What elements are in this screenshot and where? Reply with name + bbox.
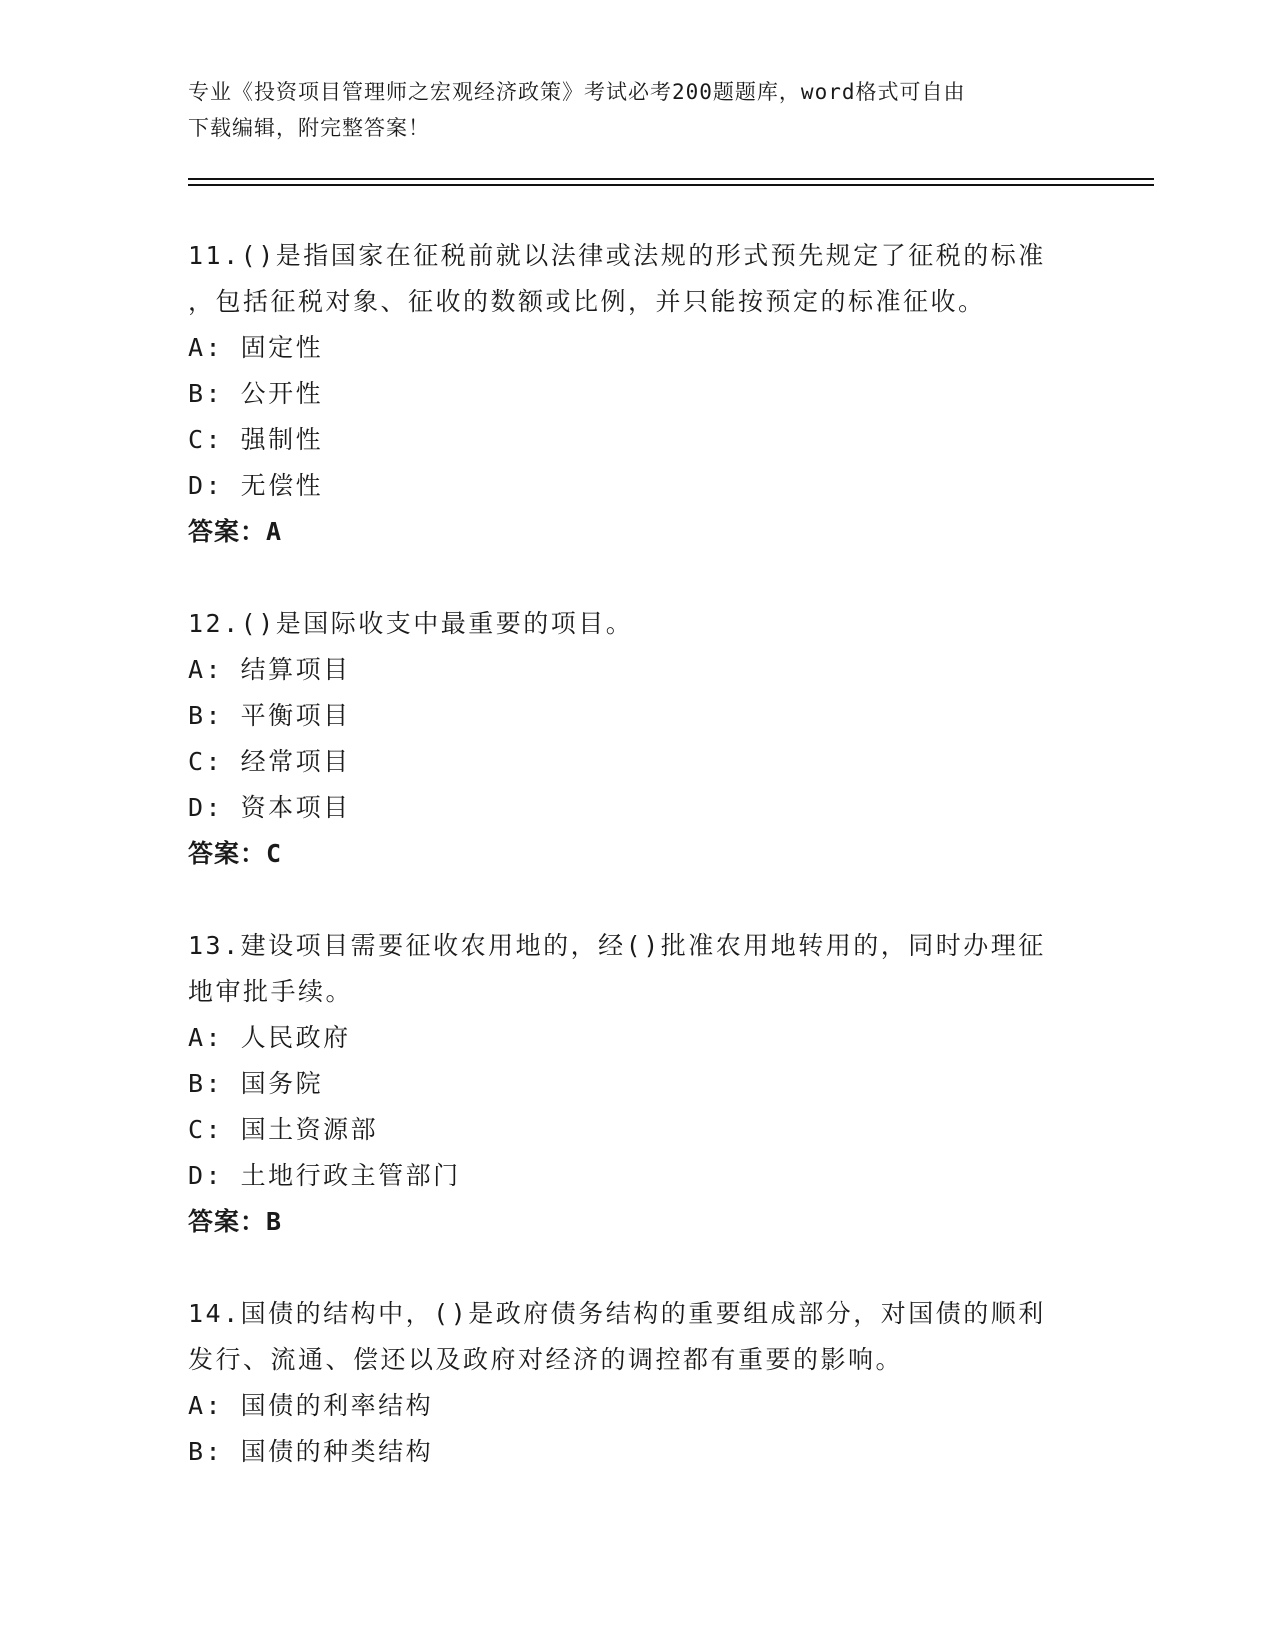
question-13 bbox=[188, 923, 1108, 1245]
question-11 bbox=[188, 233, 1108, 555]
stem-line: 14.国债的结构中，()是政府债务结构的重要组成部分，对国债的顺利 bbox=[188, 1299, 1046, 1328]
question-12 bbox=[188, 601, 1108, 877]
question-stem bbox=[188, 233, 1108, 325]
answer: 答案：A bbox=[188, 517, 283, 546]
question-14 bbox=[188, 1291, 1108, 1475]
option-d: D: 资本项目 bbox=[188, 793, 351, 822]
stem-line: ，包括征税对象、征收的数额或比例，并只能按预定的标准征收。 bbox=[188, 287, 986, 316]
question-stem bbox=[188, 923, 1108, 1015]
header-line-2: 下载编辑，附完整答案！ bbox=[188, 116, 430, 140]
header-divider-bottom bbox=[188, 184, 1154, 186]
stem-line: 12.()是国际收支中最重要的项目。 bbox=[188, 609, 634, 638]
stem-line: 地审批手续。 bbox=[188, 977, 354, 1006]
option-c: C: 经常项目 bbox=[188, 747, 351, 776]
header-line-1: 专业《投资项目管理师之宏观经济政策》考试必考200题题库，word格式可自由 bbox=[188, 80, 966, 104]
option-b: B: 公开性 bbox=[188, 379, 324, 408]
option-c: C: 强制性 bbox=[188, 425, 324, 454]
option-a: A: 国债的利率结构 bbox=[188, 1391, 434, 1420]
header-divider-top bbox=[188, 178, 1154, 180]
stem-line: 发行、流通、偿还以及政府对经济的调控都有重要的影响。 bbox=[188, 1345, 904, 1374]
answer: 答案：C bbox=[188, 839, 283, 868]
document-header bbox=[188, 74, 1088, 146]
option-a: A: 人民政府 bbox=[188, 1023, 351, 1052]
question-stem bbox=[188, 1291, 1108, 1383]
option-a: A: 固定性 bbox=[188, 333, 324, 362]
question-list bbox=[188, 233, 1108, 1521]
option-d: D: 无偿性 bbox=[188, 471, 324, 500]
option-b: B: 平衡项目 bbox=[188, 701, 351, 730]
option-d: D: 土地行政主管部门 bbox=[188, 1161, 461, 1190]
option-c: C: 国土资源部 bbox=[188, 1115, 379, 1144]
question-stem bbox=[188, 601, 1108, 647]
answer: 答案：B bbox=[188, 1207, 283, 1236]
option-b: B: 国务院 bbox=[188, 1069, 324, 1098]
option-b: B: 国债的种类结构 bbox=[188, 1437, 434, 1466]
stem-line: 11.()是指国家在征税前就以法律或法规的形式预先规定了征税的标准 bbox=[188, 241, 1046, 270]
option-a: A: 结算项目 bbox=[188, 655, 351, 684]
stem-line: 13.建设项目需要征收农用地的，经()批准农用地转用的，同时办理征 bbox=[188, 931, 1046, 960]
